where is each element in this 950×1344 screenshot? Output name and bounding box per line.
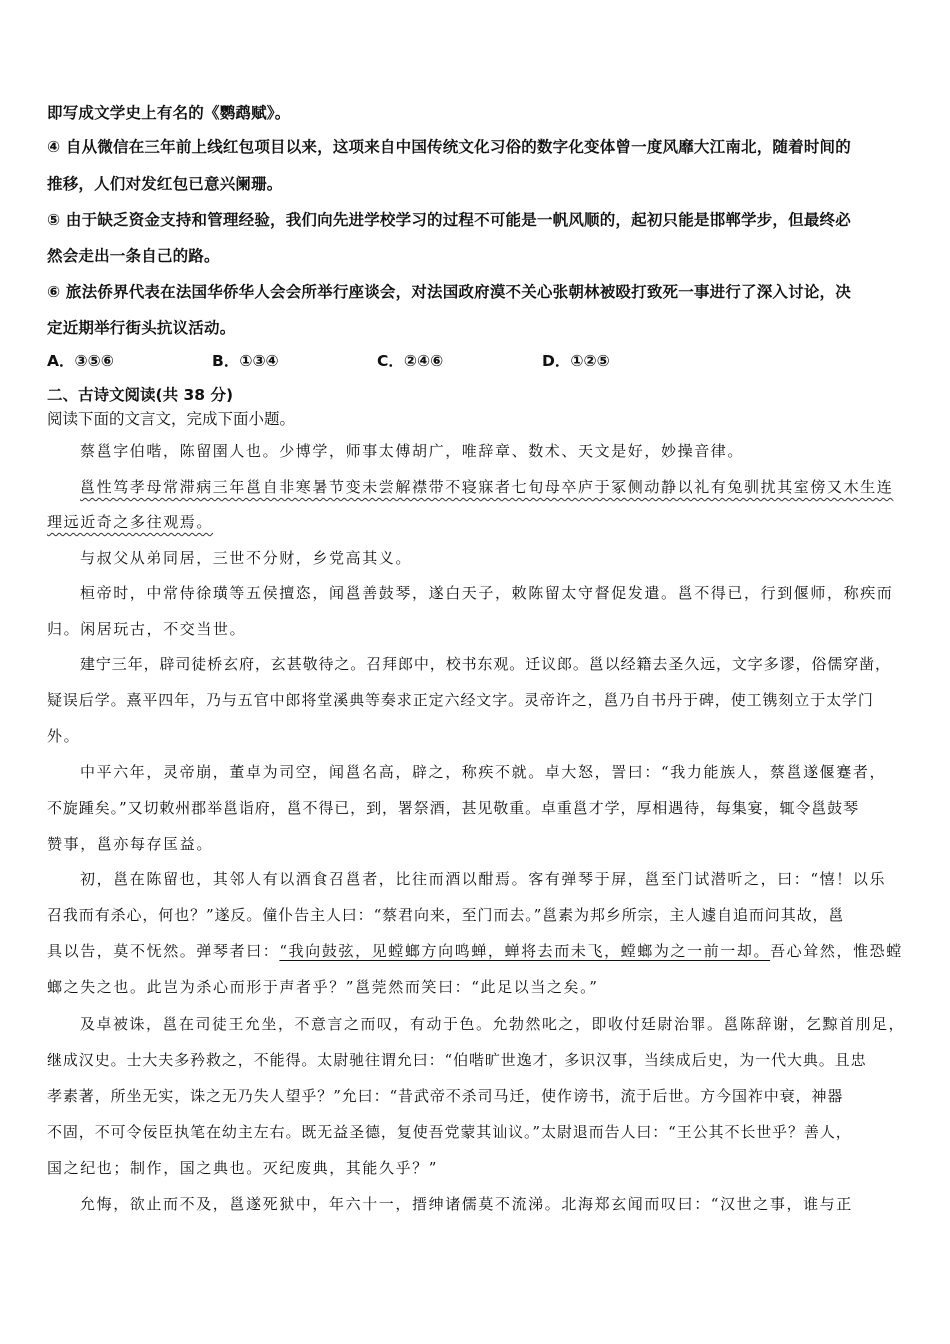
passage-line: 疑误后学。熹平四年，乃与五官中郎将堂溪典等奏求正定六经文字。灵帝许之，邕乃自书丹于碑，使工镌刻立于太学门 (47, 691, 874, 709)
passage-line: 及卓被诛，邕在司徒王允坐，不意言之而叹，有动于色。允勃然叱之，即收付廷尉治罪。邕陈辞谢，乞黥首刖足， (80, 1015, 906, 1033)
option-b: B．①③④ (212, 352, 279, 370)
passage-line: 赞事，邕亦每存匡益。 (47, 835, 214, 853)
question-line: ⑤ 由于缺乏资金支持和管理经验，我们向先进学校学习的过程不可能是一帆风顺的，起初只能是邯郸学步，但最终必 (47, 211, 851, 229)
passage-text: 吾心耸然，惟恐螳 (770, 942, 903, 960)
underlined-sentence: “我向鼓弦，见螳螂方向鸣蝉，蝉将去而未飞，螳螂为之一前一却。 (279, 942, 771, 960)
question-line: ⑥ 旅法侨界代表在法国华侨华人会会所举行座谈会，对法国政府漠不关心张朝林被殴打致死一事进行了深入讨论，决 (47, 283, 851, 301)
passage-line: 建宁三年，辟司徒桥玄府，玄甚敬待之。召拜郎中，校书东观。迁议郎。邕以经籍去圣久远，文字多谬，俗儒穿凿， (80, 655, 891, 673)
section-instruction: 阅读下面的文言文，完成下面小题。 (47, 410, 296, 428)
passage-line: 不旋踵矣。”又切敕州郡举邕诣府，邕不得已，到，署祭酒，甚见敬重。卓重邕才学，厚相遇待，每集宴，辄令邕鼓琴 (47, 799, 859, 817)
passage-text: 具以告，莫不怃然。弹琴者曰： (47, 942, 280, 960)
question-line: ④ 自从微信在三年前上线红包项目以来，这项来自中国传统文化习俗的数字化变体曾一度风靡大江南北，随着时间的 (47, 138, 851, 156)
option-d: D．①②⑤ (542, 352, 610, 370)
passage-line: 国之纪也；制作，国之典也。灭纪废典，其能久乎？” (47, 1159, 439, 1177)
passage-line: 螂之失之也。此岂为杀心而形于声者乎？”邕莞然而笑曰：“此足以当之矣。” (47, 978, 599, 996)
option-a: A．③⑤⑥ (47, 352, 114, 370)
option-c: C．②④⑥ (377, 352, 444, 370)
section-title: 二、古诗文阅读(共 38 分) (47, 386, 234, 404)
question-line: 推移，人们对发红包已意兴阑珊。 (47, 175, 283, 193)
passage-line: 外。 (47, 727, 81, 745)
passage-line-wavy: 邕性笃孝母常滞病三年邕自非寒暑节变未尝解襟带不寝寐者七旬母卒庐于冢侧动静以礼有兔驯扰其室傍又木生连 (80, 478, 894, 496)
passage-line: 初，邕在陈留也，其邻人有以酒食召邕者，比往而酒以酣焉。客有弹琴于屏，邕至门试潜听之，曰：“憘！以乐 (80, 870, 887, 888)
passage-line: 不固，不可令佞臣执笔在幼主左右。既无益圣德，复使吾党蒙其讪议。”太尉退而告人曰：“王公其不长世乎？善人， (47, 1123, 852, 1141)
passage-line: 允悔，欲止而不及，邕遂死狱中，年六十一，搢绅诸儒莫不流涕。北海郑玄闻而叹曰：“汉世之事，谁与正 (80, 1195, 853, 1213)
passage-line: 归。闲居玩古，不交当世。 (47, 620, 247, 638)
question-line: 即写成文学史上有名的《鹦鹉赋》。 (47, 104, 291, 122)
passage-line: 与叔父从弟同居，三世不分财，乡党高其义。 (80, 549, 413, 567)
passage-line-wavy: 理远近奇之多往观焉。 (47, 513, 214, 531)
question-line: 定近期举行街头抗议活动。 (47, 319, 236, 337)
passage-line: 孝素著，所坐无实，诛之无乃失人望乎？”允曰：“昔武帝不杀司马迁，使作谤书，流于后世。方今国祚中衰，神器 (47, 1087, 844, 1105)
passage-line-mixed (47, 940, 903, 961)
question-line: 然会走出一条自己的路。 (47, 247, 220, 265)
passage-line: 继成汉史。士大夫多矜救之，不能得。太尉驰往谓允曰：“伯喈旷世逸才，多识汉事，当续成后史，为一代大典。且忠 (47, 1051, 867, 1069)
passage-line: 中平六年，灵帝崩，董卓为司空，闻邕名高，辟之，称疾不就。卓大怒，詈曰：“我力能族人，蔡邕遂偃蹇者， (80, 763, 887, 781)
passage-line: 召我而有杀心，何也？”遂反。僮仆告主人曰：“蔡君向来，至门而去。”邕素为邦乡所宗，主人遽自追而问其故，邕 (47, 906, 845, 924)
passage-line: 蔡邕字伯喈，陈留圉人也。少博学，师事太傅胡广，唯辞章、数术、天文是好，妙操音律。 (80, 442, 745, 460)
passage-line: 桓帝时，中常侍徐璜等五侯擅恣，闻邕善鼓琴，遂白天子，敕陈留太守督促发遣。邕不得已，行到偃师，称疾而 (80, 584, 894, 602)
